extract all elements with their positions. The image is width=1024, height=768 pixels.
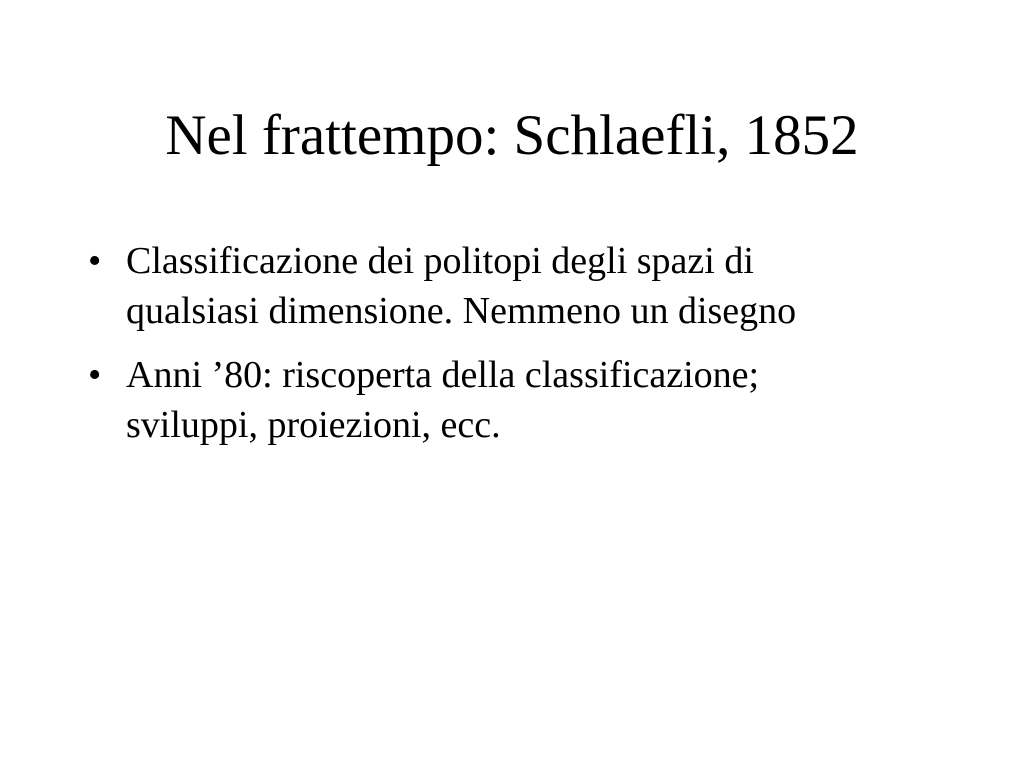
bullet-list [88,236,988,464]
bullet-text-line: Anni ’80: riscoperta della classificazione; [126,354,760,396]
bullet-marker: • [88,354,102,396]
bullet-text-line: qualsiasi dimensione. Nemmeno un disegno [126,290,797,332]
bullet-item-classification [88,236,988,336]
bullet-text-line: sviluppi, proiezioni, ecc. [126,404,501,446]
bullet-text-line: Classificazione dei politopi degli spazi di [126,240,754,282]
slide-title: Nel frattempo: Schlaefli, 1852 [165,104,859,167]
bullet-item-rediscovery [88,350,988,450]
bullet-marker: • [88,240,102,282]
